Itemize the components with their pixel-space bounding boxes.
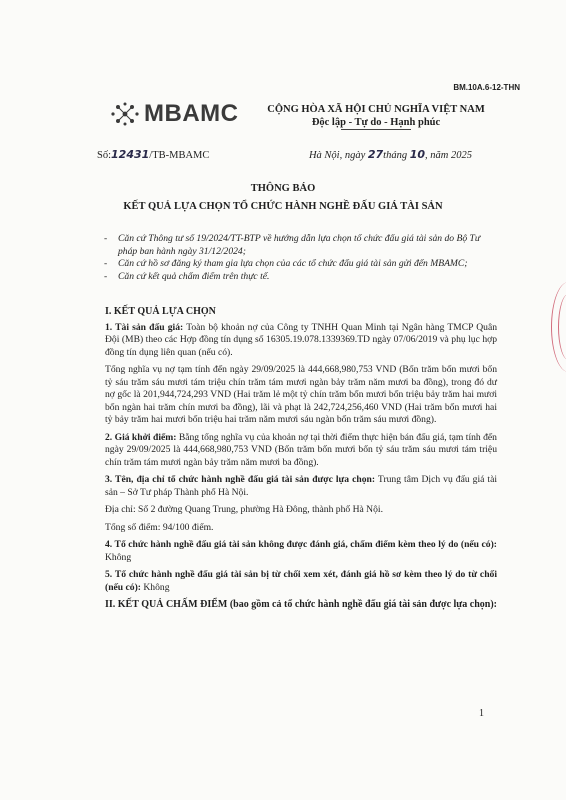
section-2-heading: II. KẾT QUẢ CHẤM ĐIỂM (bao gồm cả tổ chức hành nghề đấu giá tài sản được lựa chọn): (105, 599, 498, 610)
form-code: BM.10A.6-12-THN (453, 83, 520, 92)
doc-number-handwritten: 12431 (111, 148, 150, 161)
date-year: năm 2025 (430, 150, 472, 161)
date-prefix: Hà Nội, ngày (308, 150, 366, 161)
date-month: 10 (409, 148, 426, 161)
item-2-label: 2. Giá khởi điểm: (105, 431, 177, 443)
national-heading (266, 104, 486, 130)
item-2 (105, 432, 497, 470)
item-3-text: Trung tâm Dịch vụ đấu giá tài sản – Sở Tư pháp Thành phố Hà Nội. (105, 474, 497, 498)
notice-subtitle: KẾT QUẢ LỰA CHỌN TỔ CHỨC HÀNH NGHỀ ĐẤU GIÁ TÀI SẢN (123, 201, 443, 212)
item-4-label: 4. Tổ chức hành nghề đấu giá tài sản không được đánh giá, chấm điểm kèm theo lý do (nếu có): (105, 539, 497, 550)
logo-mark-icon (110, 101, 140, 127)
item-5-text: Không (143, 581, 170, 593)
item-5 (105, 569, 497, 594)
legal-basis-item: - Căn cứ hồ sơ đăng ký tham gia lựa chọn của các tổ chức đấu giá tài sản gửi đến MBAMC; (104, 258, 496, 271)
notice-body (105, 306, 497, 615)
date-day: 27 (367, 148, 384, 161)
address-line: Địa chỉ: Số 2 đường Quang Trung, phường Hà Đông, thành phố Hà Nội. (105, 504, 383, 515)
item-1-label: 1. Tài sản đấu giá: (105, 321, 184, 333)
item-3 (105, 474, 497, 499)
item-3-label: 3. Tên, địa chỉ tổ chức hành nghề đấu giá tài sản được lựa chọn: (105, 474, 376, 485)
doc-number-prefix: Số: (97, 150, 112, 161)
score-line: Tổng số điểm: 94/100 điểm. (105, 521, 214, 533)
item-1-text: Toàn bộ khoản nợ của Công ty TNHH Quan Minh tại Ngân hàng TMCP Quân Đội (MB) theo các Hợp đồng tín dụng số 16305.19.078.1339369.TD ngày 07/06/2019 và phụ lục hợp đồng tín dụng liên quan (nếu có). (105, 321, 498, 358)
notice-title: THÔNG BÁO (250, 183, 316, 194)
date-line: Hà Nội, ngày 27tháng 10, năm 2025 (308, 148, 472, 161)
section-1-heading: I. KẾT QUẢ LỰA CHỌN (105, 306, 216, 317)
debt-paragraph: Tổng nghĩa vụ nợ tạm tính đến ngày 29/09/2025 là 444,668,980,753 VND (Bốn trăm bốn mươi bốn tỷ sáu trăm sáu mươi tám triệu chín trăm tám mươi ngàn bảy trăm năm mươi ba đồng), trong đó dư nợ gốc là 201,944,724,293 VND (Hai trăm lẻ một tỷ chín trăm bốn mươi bốn triệu bảy trăm hai mươi bốn ngàn hai trăm chín mươi ba đồng), lãi và phạt là 242,724,256,460 VND (Hai trăm bốn mươi hai tỷ bảy trăm hai mươi bốn triệu hai trăm năm mươi sáu ngàn bốn trăm sáu mươi đồng). (105, 364, 497, 425)
legal-basis-item: - Căn cứ Thông tư số 19/2024/TT-BTP về hướng dẫn lựa chọn tổ chức đấu giá tài sản do Bộ Tư pháp ban hành ngày 31/12/2024; (104, 233, 496, 258)
legal-basis-item: - Căn cứ kết quả chấm điểm trên thực tế. (104, 271, 496, 284)
page-number: 1 (479, 708, 484, 719)
date-month-label: tháng (383, 150, 408, 161)
logo-text: MBAMC (144, 100, 239, 127)
item-5-label: 5. Tổ chức hành nghề đấu giá tài sản bị từ chối xem xét, đánh giá hồ sơ kèm theo lý do từ chối (nếu có): (105, 569, 497, 593)
item-4 (105, 539, 497, 564)
item-4-text: Không (105, 551, 132, 563)
item-1 (105, 322, 497, 360)
mbamc-logo (110, 100, 238, 128)
legal-bases-list (104, 233, 496, 283)
national-title: CỘNG HÒA XÃ HỘI CHỦ NGHĨA VIỆT NAM (267, 104, 485, 115)
red-seal-stamp (551, 282, 566, 372)
doc-number-suffix: /TB-MBAMC (149, 150, 210, 161)
national-motto: Độc lập - Tự do - Hạnh phúc (311, 117, 441, 128)
document-number (97, 148, 209, 161)
heading-divider (341, 129, 411, 130)
item-2-text: Bằng tổng nghĩa vụ của khoản nợ tại thời điểm thực hiện bán đấu giá, tạm tính đến ngày 29/09/2025 là 444,668,980,753 VND (Bốn trăm bốn mươi bốn tỷ sáu trăm sáu mươi tám triệu chín trăm tám mươi ngàn bảy trăm năm mươi ba đồng). (105, 431, 497, 468)
